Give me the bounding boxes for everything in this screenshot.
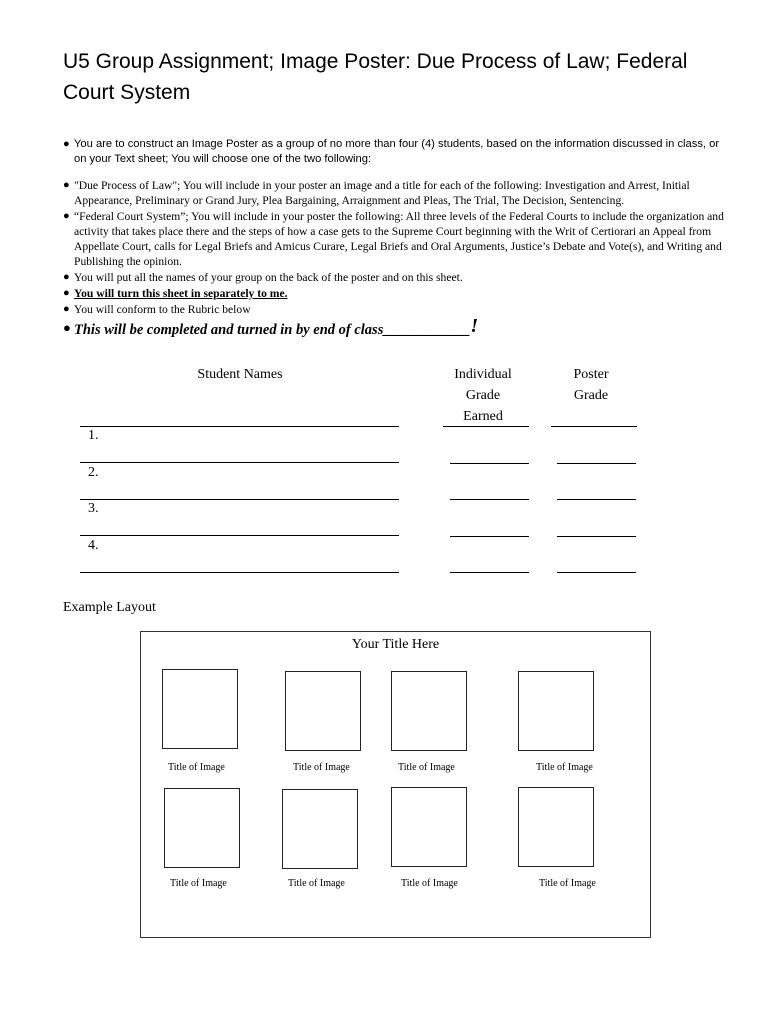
- header-line: Grade: [573, 388, 609, 403]
- image-placeholder: [518, 787, 594, 867]
- names-instruction: You will put all the names of your group on the back of the poster and on this sheet.: [74, 271, 463, 284]
- deadline-exclamation: !: [470, 315, 479, 337]
- bullet-icon: ●: [63, 138, 70, 150]
- individual-grade-line[interactable]: [450, 536, 529, 537]
- header-line: Earned: [463, 409, 503, 424]
- bullet-icon: ●: [63, 179, 70, 191]
- image-caption: Title of Image: [288, 878, 345, 889]
- poster-grade-line[interactable]: [551, 426, 637, 427]
- image-caption: Title of Image: [293, 762, 350, 773]
- bullet-icon: ●: [63, 303, 70, 315]
- row-number: 1.: [88, 428, 99, 443]
- row-number: 4.: [88, 538, 99, 553]
- individual-grade-line[interactable]: [450, 572, 529, 573]
- image-placeholder: [282, 789, 358, 869]
- intro-bullet: [63, 137, 728, 167]
- name-line[interactable]: [80, 462, 399, 463]
- image-placeholder: [162, 669, 238, 749]
- image-placeholder: [285, 671, 361, 751]
- image-placeholder: [518, 671, 594, 751]
- image-caption: Title of Image: [168, 762, 225, 773]
- individual-grade-header: [433, 364, 533, 427]
- individual-grade-line[interactable]: [443, 426, 529, 427]
- poster-grade-line[interactable]: [557, 463, 636, 464]
- image-placeholder: [164, 788, 240, 868]
- image-caption: Title of Image: [398, 762, 455, 773]
- name-line[interactable]: [80, 426, 399, 427]
- page-title: U5 Group Assignment; Image Poster: Due Process of Law; Federal Court System: [63, 50, 688, 104]
- bullet-icon: ●: [63, 287, 70, 299]
- header-line: Grade: [465, 388, 501, 403]
- deadline-blank: ____________: [383, 322, 471, 338]
- row-number: 2.: [88, 465, 99, 480]
- list-item: [63, 209, 728, 269]
- name-line[interactable]: [80, 499, 399, 500]
- example-poster-title: Your Title Here: [351, 637, 440, 652]
- intro-text: You are to construct an Image Poster as a group of no more than four (4) students, based on the information discussed in class, or on your Text sheet; You will choose one of the two following:: [74, 138, 720, 165]
- individual-grade-line[interactable]: [450, 463, 529, 464]
- image-caption: Title of Image: [401, 878, 458, 889]
- poster-grade-line[interactable]: [557, 572, 636, 573]
- instruction-list: [63, 178, 728, 318]
- list-item: [63, 286, 728, 301]
- name-line[interactable]: [80, 535, 399, 536]
- image-placeholder: [391, 787, 467, 867]
- list-item: [63, 302, 728, 317]
- example-layout-label: Example Layout: [63, 600, 156, 615]
- individual-grade-line[interactable]: [450, 499, 529, 500]
- list-item: [63, 270, 728, 285]
- header-line: Individual: [454, 367, 512, 382]
- header-line: Poster: [573, 367, 609, 382]
- poster-grade-header: [541, 364, 641, 406]
- bullet-icon: ●: [63, 210, 70, 222]
- option-due-process: "Due Process of Law"; You will include in your poster an image and a title for each of the following: Investigation and Arrest, Initial Appearance, Preliminary or Grand Jury, Plea Bargaining, Arraignment and Pleas, The Trial, The Decision, Sentencing.: [74, 179, 690, 207]
- image-caption: Title of Image: [170, 878, 227, 889]
- row-number: 3.: [88, 501, 99, 516]
- deadline-bullet: [63, 315, 728, 340]
- image-caption: Title of Image: [539, 878, 596, 889]
- bullet-icon: ●: [63, 271, 70, 283]
- option-federal-courts: “Federal Court System”; You will include in your poster the following: All three levels of the Federal Courts to include the organization and activity that takes place there and the steps of how a case gets to the Supreme Court beginning with the Writ of Certiorari an Appeal from Appellate Court, calls for Legal Briefs and Amicus Curare, Legal Briefs and Oral Arguments, Justice’s Debate and Vote(s), and Writing and Publishing the opinion.: [74, 210, 724, 268]
- name-line[interactable]: [80, 572, 399, 573]
- poster-grade-line[interactable]: [557, 536, 636, 537]
- student-names-header: Student Names: [197, 367, 283, 382]
- rubric-instruction: You will conform to the Rubric below: [74, 303, 251, 316]
- image-caption: Title of Image: [536, 762, 593, 773]
- bullet-icon: ●: [63, 320, 71, 335]
- deadline-text: This will be completed and turned in by end of class: [74, 322, 384, 338]
- image-placeholder: [391, 671, 467, 751]
- poster-grade-line[interactable]: [557, 499, 636, 500]
- list-item: [63, 178, 728, 208]
- turn-in-instruction: You will turn this sheet in separately to me.: [74, 287, 288, 300]
